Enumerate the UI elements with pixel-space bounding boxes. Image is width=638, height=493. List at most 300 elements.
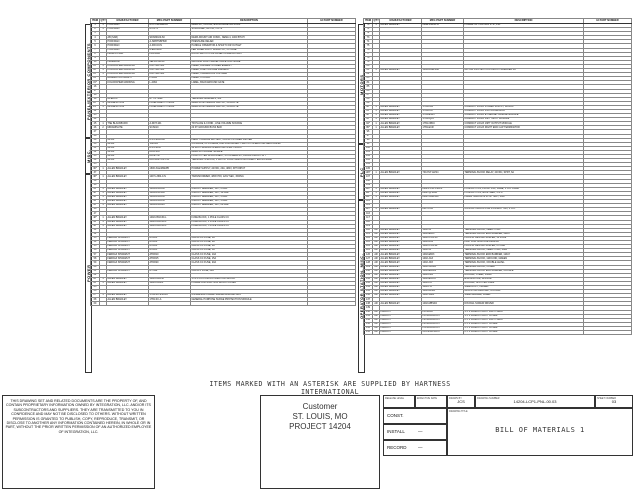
table-cell: 94* xyxy=(364,122,373,126)
table-cell: AR xyxy=(374,289,378,293)
table-cell: ALLEN BRADLEY xyxy=(380,232,422,236)
table-cell: AR xyxy=(374,277,378,281)
table-cell: TERMINAL BLOCK, FEED-THRU, 4MM xyxy=(464,249,584,253)
table-cell: 54 xyxy=(91,240,100,244)
table-cell: ZCP-NL1-40L xyxy=(149,64,191,68)
table-cell: POWER SUPPLY, 24VDC, 20A, 480V, 3PH INPUT xyxy=(191,167,308,171)
table-cell: 78 xyxy=(364,56,373,60)
table-cell: ALLEN BRADLEY xyxy=(107,220,149,224)
record-dash: — xyxy=(418,445,423,450)
table-cell: A-DNT-101 xyxy=(149,122,191,126)
table-cell: 1769-SC-A xyxy=(149,298,191,302)
table-cell: CLASS J FUSE, 30A xyxy=(191,269,308,273)
table-cell: AR xyxy=(374,318,378,321)
table-cell: NEMA 4X FLANGE HANDLE xyxy=(191,150,308,154)
table-cell: 120 xyxy=(364,228,373,232)
table-cell: 1 xyxy=(100,101,107,105)
table-cell: AR xyxy=(374,228,378,231)
table-cell: LABEL, LINE VOLTAGE PRESENT xyxy=(191,69,308,73)
table-cell: 83 xyxy=(364,77,373,81)
table-cell: 90* xyxy=(364,105,373,109)
table-cell: 1 xyxy=(100,220,107,224)
table-cell: 7 xyxy=(91,48,100,52)
table-cell: DDA-10A xyxy=(149,150,191,154)
table-cell: GPRS xyxy=(107,155,149,159)
table-cell: 1492-JD3 xyxy=(422,261,464,265)
table-cell: ALLEN BRADLEY xyxy=(380,286,422,290)
table-cell: 142 xyxy=(364,318,373,322)
table-cell: 1 X 1 PANDUIT DUCT COVER xyxy=(464,314,584,318)
table-cell: MIDAMINUTE xyxy=(107,126,149,130)
table-cell: MINNESOTA M xyxy=(107,101,149,105)
table-cell: ALLEN BRADLEY xyxy=(380,109,422,113)
table-cell: 1492-JD3FB xyxy=(422,265,464,269)
table-cell: 1492-EBJD3 xyxy=(422,269,464,273)
table-cell: 88 xyxy=(364,97,373,101)
table-cell: 1492-MJ3 xyxy=(422,240,464,244)
table-cell: AR xyxy=(374,252,378,256)
table-cell: 1 xyxy=(91,24,100,28)
table-cell: 80 xyxy=(364,64,373,68)
table-cell: 122 xyxy=(364,236,373,240)
table-cell: 74 xyxy=(364,40,373,44)
location: ST. LOUIS, MO xyxy=(292,412,348,421)
table-cell: ALLEN BRADLEY xyxy=(380,277,422,281)
drawn-by-label: DRAWN BY xyxy=(449,396,462,400)
table-cell: 37 xyxy=(91,171,100,175)
group-label: MISC. xyxy=(86,149,91,163)
table-cell: 1492-CJJ5-10 xyxy=(422,236,464,240)
drawing-title-label: DRAWING TITLE xyxy=(449,409,468,413)
table-cell: NEMA 4X EXTERNAL SWITCH, 3X/ROUTE xyxy=(191,105,308,109)
table-cell: A72P72 xyxy=(149,28,191,32)
table-cell: 129 xyxy=(364,265,373,269)
table-cell: ALLEN BRADLEY xyxy=(380,191,422,195)
table-cell: CONTACT BLOCK FOR PUSHBUTTON, 1 N.O. xyxy=(464,208,584,212)
table-cell: ATDR10 xyxy=(149,253,191,257)
table-cell: 1 xyxy=(373,109,380,113)
table-cell: 76 xyxy=(364,48,373,52)
table-cell: COMPACT LOGIX 16PT OUTPUT MODULE xyxy=(464,122,584,126)
column-header: ITEM xyxy=(91,18,99,22)
table-cell: 1 xyxy=(373,171,380,175)
table-cell: 1492-CJJ5-02 xyxy=(422,245,464,249)
group-label: POWER xyxy=(86,264,91,282)
table-cell: TERMINAL BLOCK, FUSED xyxy=(464,265,584,269)
table-cell: FERRAZ SHAWMUT xyxy=(107,257,149,261)
table-cell: CIRCUIT BREAKER, 1PH, 6 AMP xyxy=(191,187,308,191)
table-cell: 1 xyxy=(100,167,107,171)
table-cell: TERMINAL BLOCK END BARRIER, DOUBLE xyxy=(464,269,584,273)
table-cell: 77 xyxy=(364,52,373,56)
table-cell: ATDR4 xyxy=(149,245,191,249)
table-cell: SUB-PANEL, WHITE, 72X72 xyxy=(191,28,308,32)
table-cell: ALLEN BRADLEY xyxy=(107,167,149,171)
table-cell: 114 xyxy=(364,204,373,208)
table-cell: FERRAZ SHAWMUT xyxy=(107,245,149,249)
table-cell: AB (SAB) xyxy=(107,36,149,40)
table-cell: 115* xyxy=(364,208,373,212)
table-cell xyxy=(308,302,356,306)
table-cell: AR xyxy=(374,322,378,326)
table-cell: L-4062 xyxy=(149,81,191,85)
table-cell: 106* xyxy=(364,171,373,175)
table-cell: 1492-EBJ3 xyxy=(422,253,464,257)
table-cell: 1 xyxy=(100,122,107,126)
table-cell: CIRCUIT BREAKER, 1PH, 5 AMP xyxy=(191,200,308,204)
drawing-title: BILL OF MATERIALS 1 xyxy=(495,426,585,434)
table-cell: 2 X 3 PANDUIT DUCT LIGHT GRAY xyxy=(464,318,584,322)
table-cell: 1489-M1C060 xyxy=(149,187,191,191)
table-cell: 143 xyxy=(364,322,373,326)
table-cell xyxy=(191,302,308,306)
table-cell: ALLEN BRADLEY xyxy=(380,240,422,244)
table-cell: 1492-MNBV xyxy=(422,290,464,294)
table-cell: 53 xyxy=(91,236,100,240)
table-cell: ALLEN BRADLEY xyxy=(380,187,422,191)
table-cell: GPRS xyxy=(107,142,149,146)
table-cell xyxy=(149,302,191,306)
table-cell: 104 xyxy=(364,163,373,167)
table-cell: 128 xyxy=(364,261,373,265)
table-cell: PANDUIT xyxy=(380,326,422,330)
table-cell: FERRAZ SHAWMUT xyxy=(107,249,149,253)
table-cell: 56 xyxy=(91,249,100,253)
column-header: DESCRIPTION xyxy=(191,19,308,24)
table-cell: 1492-PBJ2G xyxy=(149,281,191,285)
table-cell: 1492-J3 xyxy=(422,228,464,232)
table-cell: 63* xyxy=(91,277,100,281)
table-cell: ALLEN BRADLEY xyxy=(380,265,422,269)
table-cell: 145 xyxy=(364,331,373,335)
table-row xyxy=(91,302,356,306)
table-cell: FUSE BLOCK, 3 POLE CLASS CC xyxy=(191,224,308,228)
table-cell: 40 xyxy=(91,183,100,187)
table-cell: FERRAZ SHAWMUT xyxy=(107,261,149,265)
table-cell: COMPACT LOGIX ETHERNET BRIDGE MODULE xyxy=(464,114,584,118)
table-cell: 99 xyxy=(364,142,373,146)
table-cell: PUSHBUTTON, MUSH RED, 1 N.C. xyxy=(464,191,584,195)
table-cell: HOFFMAN xyxy=(107,40,149,44)
table-cell: DDSH-3H xyxy=(149,155,191,159)
table-cell: 89 xyxy=(364,101,373,105)
drawn-by-box xyxy=(447,395,475,408)
table-cell: 72 xyxy=(364,32,373,36)
table-cell: DSH-1050 xyxy=(149,146,191,150)
table-cell: HOFFMAN xyxy=(107,28,149,32)
table-cell: SCS010 xyxy=(149,126,191,130)
table-cell: FERRAZ SHAWMUT xyxy=(107,236,149,240)
table-cell: ALLEN BRADLEY xyxy=(107,187,149,191)
table-cell: 280E-F6RGPG xyxy=(422,24,464,28)
table-cell: AR xyxy=(374,236,378,240)
table-cell: 1492-FB1C30-L xyxy=(149,220,191,224)
table-cell: DIN RAIL SCREW DRIVER xyxy=(464,302,584,306)
table-cell: 32 xyxy=(91,150,100,154)
table-cell: ALLEN BRADLEY xyxy=(107,298,149,302)
table-cell: LOCK FITTER DISCONNECT, 3H IN NEMA 4X, CLASS CIRCUIT ATT xyxy=(191,155,308,159)
table-cell: 1 xyxy=(373,187,380,191)
table-cell: 700-HLT12Z24 xyxy=(422,171,464,175)
table-cell: 1492-EBJ3 xyxy=(422,232,464,236)
table-cell: 1 IN 4 CUSTOM DISTRIBUTION BLOCK xyxy=(191,277,308,281)
table-cell: 58 xyxy=(91,257,100,261)
table-cell: 1 xyxy=(100,277,107,281)
table-cell: 26 xyxy=(91,126,100,130)
table-cell: 52 xyxy=(91,232,100,236)
table-cell: ATDR3 xyxy=(149,236,191,240)
table-cell: 17 xyxy=(91,89,100,93)
table-cell xyxy=(584,331,632,335)
table-cell: 47 xyxy=(91,212,100,216)
table-cell: 131 xyxy=(364,273,373,277)
table-cell: PENNSYLVAN xyxy=(107,52,149,56)
sheet-box xyxy=(595,395,633,408)
table-cell: POWER OF 3 RATING 2 HP, 15A xyxy=(464,24,584,28)
table-cell: 1489-M1C050 xyxy=(149,200,191,204)
table-cell: NEMA 4X, 4 DOOR, ENCLOSURE W/PLUGS xyxy=(191,24,308,28)
install-dash: — xyxy=(418,429,423,434)
column-header: DESCRIPTION xyxy=(464,19,584,24)
table-cell: ALLEN BRADLEY xyxy=(380,105,422,109)
record-box xyxy=(383,440,447,456)
table-cell: 111* xyxy=(364,191,373,195)
table-cell: 42* xyxy=(91,191,100,195)
table-cell: ALLEN BRADLEY xyxy=(380,114,422,118)
table-cell: 1 xyxy=(100,195,107,199)
table-cell: 48 INCH SLIDING OPERATING SHAFT RODS xyxy=(191,146,308,150)
table-cell: 71 xyxy=(364,28,373,32)
table-cell: ALLEN BRADLEY xyxy=(380,273,422,277)
table-cell: 1 xyxy=(100,28,107,32)
group-label: OPERATOR STATION, MISC. xyxy=(359,253,364,319)
table-cell: TERMINAL BLOCK, FEED-THRU xyxy=(464,228,584,232)
table-cell: C2X3LG6-DUCT xyxy=(422,331,464,335)
table-cell: GPRS xyxy=(107,146,149,150)
column-header: MFG PART NUMBER xyxy=(149,19,191,24)
table-cell: PANDUIT xyxy=(380,322,422,326)
table-cell: 64* xyxy=(91,281,100,285)
table-cell: ATDR20 xyxy=(149,261,191,265)
table-cell: PRSE-SWEXT-7X2050 xyxy=(149,105,191,109)
table-cell: AR xyxy=(374,326,378,330)
table-cell: 101 xyxy=(364,150,373,154)
table-cell: TERMINAL SHROUD, 3 WAY AT LOAD SIDE DISCONNECT ENCLOSURE xyxy=(191,159,308,163)
table-cell: 1606-XLE480EPB xyxy=(149,167,191,171)
table-cell: ALLEN BRADLEY xyxy=(380,249,422,253)
table-cell: MOTOR PROTECTION CIRCUIT BREAKER 4A xyxy=(464,69,584,73)
table-row xyxy=(364,331,632,335)
table-cell: GROUND FAULT RECEPTACLE 4-1/2 MORE xyxy=(191,60,308,64)
table-cell: AR xyxy=(374,248,378,252)
table-cell: AR xyxy=(374,301,378,305)
bom-table-right xyxy=(363,18,632,335)
effective-date-label: EFFECTIVE DATE xyxy=(417,396,438,400)
table-cell: 132 xyxy=(364,277,373,281)
table-cell: FAST FOR NONCONFORMING xyxy=(464,240,584,244)
table-cell: 1 xyxy=(373,69,380,73)
table-cell: 118 xyxy=(364,220,373,224)
table-cell: 1 xyxy=(100,105,107,109)
table-cell: ALLEN BRADLEY xyxy=(380,269,422,273)
customer-box xyxy=(260,395,380,489)
table-cell: 19 xyxy=(91,97,100,101)
table-cell: 46 xyxy=(91,208,100,212)
table-cell: 1 xyxy=(100,73,107,77)
table-cell: 1492-N22 xyxy=(422,273,464,277)
table-cell: 35 xyxy=(91,163,100,167)
table-cell: KOLORCHEM MARKING xyxy=(107,81,149,85)
table-cell: 38* xyxy=(91,175,100,179)
table-cell: 24 xyxy=(91,118,100,122)
table-cell: FERRAZ SHAWMUT xyxy=(107,269,149,273)
table-cell: 5EPLA-N/F4C xyxy=(149,60,191,64)
const-label: CONST. xyxy=(387,413,404,418)
table-cell: AR xyxy=(374,240,378,244)
column-header: QTY xyxy=(100,18,106,22)
table-cell: AR xyxy=(374,260,378,264)
table-cell: F3X3LG6-DUCT xyxy=(422,326,464,330)
table-cell: 1 xyxy=(100,64,107,68)
table-cell: 23 xyxy=(91,114,100,118)
column-header: ITEM xyxy=(364,18,372,22)
table-cell: 136 xyxy=(364,294,373,298)
column-header: MANUFACTURER xyxy=(380,19,422,24)
table-cell: 11* xyxy=(91,64,100,68)
table-cell: ALLEN BRADLEY xyxy=(380,69,422,73)
table-cell: 68 xyxy=(91,298,100,302)
table-cell: 1 xyxy=(373,114,380,118)
table-cell: AR xyxy=(374,281,378,285)
table-cell: TSE BLACKBURN xyxy=(107,122,149,126)
table-cell: 121 xyxy=(364,232,373,236)
table-cell: KOLORCHEM MARKING xyxy=(107,73,149,77)
table-cell: ZCP-NL1-40L xyxy=(149,69,191,73)
group-label: PANEL/EXTERIOR COMPONENTS xyxy=(86,42,91,121)
table-cell: 1 xyxy=(100,224,107,228)
table-cell: 134 xyxy=(364,286,373,290)
drawn-by: JCS xyxy=(457,399,465,404)
table-cell: 1492-FB3J30 xyxy=(149,277,191,281)
release-level-box xyxy=(383,395,415,408)
table-cell: 97 xyxy=(364,134,373,138)
table-cell: ALLEN BRADLEY xyxy=(380,118,422,122)
table-cell xyxy=(100,302,107,306)
table-cell: 1 xyxy=(100,200,107,204)
table-cell: 39 xyxy=(91,179,100,183)
table-cell: CLASS CC FUSE, 5A xyxy=(191,249,308,253)
table-cell: 1769-ECR xyxy=(422,126,464,130)
table-cell: ALLEN BRADLEY xyxy=(380,245,422,249)
table-cell: 133 xyxy=(364,281,373,285)
table-cell: ALLEN BRADLEY xyxy=(380,281,422,285)
table-cell: CIRCUIT BREAKER, 1PH, 3 AMP xyxy=(191,195,308,199)
table-cell: 49* xyxy=(91,220,100,224)
table-cell: 1 xyxy=(373,126,380,130)
table-cell: CLASS CC FUSE, 3A xyxy=(191,236,308,240)
table-cell: CLASS CC FUSE, 6A xyxy=(191,240,308,244)
table-cell: 1769-IQ16 xyxy=(422,118,464,122)
table-cell: AR xyxy=(374,244,378,248)
table-cell: 144 xyxy=(364,326,373,330)
table-cell: 2 xyxy=(100,126,107,130)
table-cell: 14* xyxy=(91,77,100,81)
table-cell: COMPACT LOGIX L33 PROCESSOR xyxy=(464,109,584,113)
table-cell xyxy=(107,302,149,306)
table-cell: HENNESSY xyxy=(107,60,149,64)
table-cell: ALLEN BRADLEY xyxy=(107,191,149,195)
table-cell: ALLEN BRADLEY xyxy=(380,253,422,257)
table-cell: 67* xyxy=(91,294,100,298)
column-header: HI PART NUMBER xyxy=(584,19,632,24)
table-cell: ALLEN BRADLEY xyxy=(380,236,422,240)
table-cell: 1769-SC-IF4OF2 xyxy=(149,294,191,298)
table-cell: 85 xyxy=(364,85,373,89)
table-cell: 66 xyxy=(91,290,100,294)
table-cell: FERRAZ SHAWMUT xyxy=(107,253,149,257)
group-label: MOTORS xyxy=(359,74,364,95)
table-cell: WIRE MARKER, LABEL xyxy=(464,294,584,298)
table-cell: 1 xyxy=(373,122,380,126)
table-cell: 1492-JG3 xyxy=(422,257,464,261)
table-cell: A-SRBTNBHMX xyxy=(149,40,191,44)
table-cell: GENERAL PURPOSE SURGE PROTECTION MODULE xyxy=(191,298,308,302)
column-header: MFG PART NUMBER xyxy=(422,19,464,24)
table-cell: FIELD TURBULE BATTERY, CLASS II POWER LIMITED xyxy=(191,138,308,142)
table-cell: 1 xyxy=(100,204,107,208)
table-cell: DIN RAIL, SLOTTED 35MM xyxy=(464,281,584,285)
table-cell: LABEL, BACKGROUND GATE xyxy=(191,81,308,85)
table-cell: A-ENC2LM xyxy=(149,48,191,52)
table-cell: ALLEN BRADLEY xyxy=(107,175,149,179)
table-cell: ALLEN BRADLEY xyxy=(380,261,422,265)
table-cell: 12* xyxy=(91,69,100,73)
table-cell: 44* xyxy=(91,200,100,204)
table-cell: ALLEN BRADLEY xyxy=(380,122,422,126)
table-cell: FERRAZ SHAWMUT xyxy=(107,240,149,244)
install-box xyxy=(383,424,447,440)
table-cell: 100 xyxy=(364,146,373,150)
table-cell: AR xyxy=(374,285,378,289)
table-cell: PANDUIT xyxy=(380,310,422,314)
table-cell: COMPACT LOGIX 16PT INPUT MODULE xyxy=(464,118,584,122)
table-cell: 1497-L3B4-0-N xyxy=(149,175,191,179)
table-cell: ALLEN BRADLEY xyxy=(107,204,149,208)
drawing-number: 14204-LCP1-PNL-00.03 xyxy=(513,399,557,404)
table-cell: PLUG-IN CENTER JUMPER, 10 POLE xyxy=(464,236,584,240)
table-cell: ALLEN BRADLEY xyxy=(380,294,422,298)
table-cell: CIRCUIT BREAKER, 1PH, 10 AMP xyxy=(191,191,308,195)
table-cell: ZCP-NL1-40L xyxy=(149,73,191,77)
table-cell: 50* xyxy=(91,224,100,228)
table-cell: BRADENTON GRAPH xyxy=(107,77,149,81)
table-cell: 1 xyxy=(100,69,107,73)
group-label: PLC xyxy=(359,167,364,177)
table-cell: 109 xyxy=(364,183,373,187)
table-cell: 139 xyxy=(364,306,373,310)
table-cell: ALLEN BRADLEY xyxy=(107,216,149,220)
table-cell: FUSE BLOCK, 1 POLE CLASS CC xyxy=(191,216,308,220)
table-cell: LABEL, HI LOGO xyxy=(191,77,308,81)
table-cell: CLASS CC FUSE, 15A xyxy=(191,257,308,261)
drawing-number-label: DRAWING NUMBER xyxy=(477,396,500,400)
table-cell: 5 xyxy=(91,40,100,44)
table-cell: 4 xyxy=(91,36,100,40)
table-cell: DDCWSH-CBY-15 xyxy=(149,159,191,163)
table-cell: TERMINAL BLOCK END BARRIER, GRAY xyxy=(464,253,584,257)
table-cell: 2 X 3 PANDUIT DUCT COVER xyxy=(464,331,584,335)
table-cell: 43* xyxy=(91,195,100,199)
